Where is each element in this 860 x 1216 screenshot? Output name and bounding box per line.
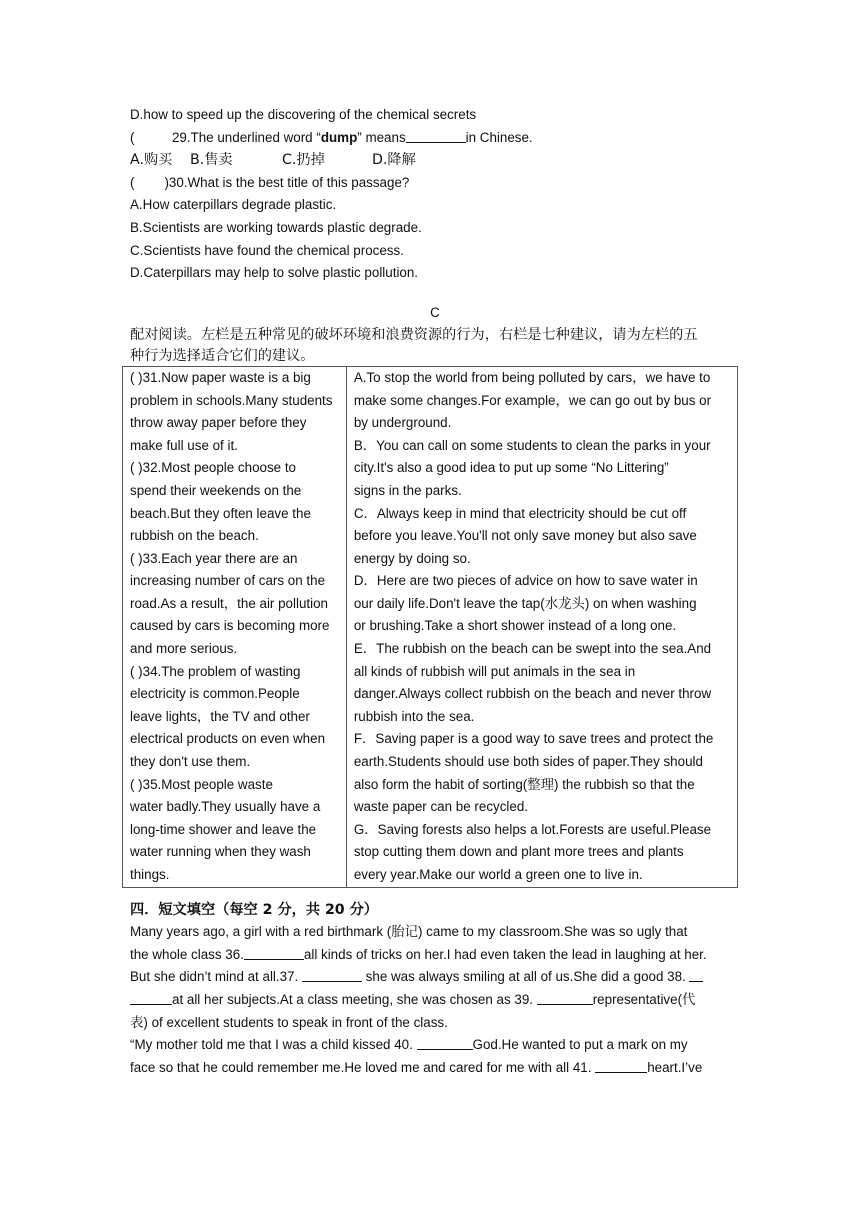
- option-b: B.售卖: [190, 152, 233, 169]
- right-line: by underground.: [353, 415, 452, 431]
- left-line: electricity is common.People: [130, 686, 300, 702]
- right-line: A.To stop the world from being polluted by cars，we have to: [353, 369, 711, 385]
- right-line: our daily life.Don't leave the tap(水龙头) on when washing: [353, 595, 697, 611]
- q30-text: )30.What is the best title of this passage?: [164, 174, 410, 190]
- section-c-instruction-2: 种行为选择适合它们的建议。: [130, 347, 315, 364]
- left-line: ( )35.Most people waste: [130, 776, 273, 792]
- option-c: C.扔掉: [282, 152, 325, 169]
- left-line: they don't use them.: [130, 754, 251, 770]
- passage-line: But she didn’t mind at all.37. she was always smiling at all of us.She did a good 38.: [130, 966, 740, 989]
- q29-text-before: 29.The underlined word “: [171, 129, 321, 145]
- question-30: [130, 172, 740, 195]
- left-line: ( )32.Most people choose to: [130, 460, 296, 476]
- left-line: increasing number of cars on the: [130, 573, 326, 589]
- blank-39[interactable]: [537, 990, 593, 1005]
- section-c-instruction-1: 配对阅读。左栏是五种常见的破坏环境和浪费资源的行为，右栏是七种建议，请为左栏的五: [130, 327, 698, 344]
- passage-line: at all her subjects.At a class meeting, she was chosen as 39. representative(代: [130, 989, 740, 1012]
- left-line: throw away paper before they: [130, 415, 307, 431]
- blank-41[interactable]: [595, 1058, 647, 1073]
- behaviors-column: [123, 366, 347, 887]
- left-line: and more serious.: [130, 641, 238, 657]
- passage-line: “My mother told me that I was a child kissed 40. God.He wanted to put a mark on my: [130, 1037, 688, 1053]
- left-line: rubbish on the beach.: [130, 528, 259, 544]
- left-line: electrical products on even when: [130, 731, 326, 747]
- right-line: make some changes.For example，we can go out by bus or: [353, 392, 712, 408]
- matching-table: [122, 366, 738, 888]
- blank-37[interactable]: [302, 967, 362, 982]
- section-4-heading: 四．短文填空（每空 2 分，共 20 分）: [130, 901, 378, 918]
- right-line: G．Saving forests also helps a lot.Forests are useful.Please: [353, 821, 712, 837]
- right-line: city.It's also a good idea to put up some “No Littering”: [353, 460, 669, 476]
- right-line: signs in the parks.: [353, 482, 462, 498]
- right-line: B．You can call on some students to clean the parks in your: [353, 437, 711, 453]
- blank-38-end[interactable]: [130, 990, 172, 1005]
- answer-paren: (: [130, 174, 135, 190]
- underlined-word: dump: [320, 129, 358, 145]
- right-line: every year.Make our world a green one to live in.: [353, 867, 643, 882]
- passage-line: Many years ago, a girl with a red birthmark (胎记) came to my classroom.She was so ugly that: [130, 924, 688, 940]
- q28-option-d: D.how to speed up the discovering of the chemical secrets: [130, 107, 477, 122]
- q29-options: [130, 149, 740, 172]
- left-line: ( )33.Each year there are an: [130, 550, 298, 566]
- right-line: rubbish into the sea.: [353, 708, 475, 724]
- q29-text-end: in Chinese.: [465, 129, 533, 145]
- suggestions-column: [346, 366, 737, 887]
- blank-40[interactable]: [417, 1035, 473, 1050]
- left-line: long-time shower and leave the: [130, 821, 317, 837]
- right-line: E．The rubbish on the beach can be swept into the sea.And: [353, 641, 712, 657]
- left-line: problem in schools.Many students: [130, 392, 333, 408]
- passage-line: 表) of excellent students to speak in front of the class.: [130, 1014, 448, 1030]
- q30-option-a: A.How caterpillars degrade plastic.: [130, 197, 337, 213]
- right-line: before you leave.You'll not only save money but also save: [353, 528, 697, 544]
- left-line: things.: [130, 867, 170, 882]
- right-line: C．Always keep in mind that electricity should be cut off: [353, 505, 687, 521]
- left-line: make full use of it.: [130, 437, 238, 453]
- blank-38-start[interactable]: [689, 967, 703, 982]
- left-line: road.As a result，the air pollution: [130, 595, 328, 611]
- left-line: water badly.They usually have a: [130, 799, 321, 815]
- document-page: [130, 104, 740, 1079]
- blank-36[interactable]: [244, 945, 304, 960]
- right-line: or brushing.Take a short shower instead of a long one.: [353, 618, 677, 634]
- right-line: all kinds of rubbish will put animals in the sea in: [353, 663, 636, 679]
- left-line: ( )34.The problem of wasting: [130, 663, 301, 679]
- answer-paren: (: [130, 129, 135, 145]
- left-line: caused by cars is becoming more: [130, 618, 330, 634]
- left-line: spend their weekends on the: [130, 482, 302, 498]
- passage-line: the whole class 36. all kinds of tricks on her.I had even taken the lead in laughing at her.: [130, 946, 707, 962]
- right-line: stop cutting them down and plant more trees and plants: [353, 844, 684, 860]
- left-line: ( )31.Now paper waste is a big: [130, 369, 311, 385]
- right-line: danger.Always collect rubbish on the beach and never throw: [353, 686, 712, 702]
- q30-option-d: D.Caterpillars may help to solve plastic pollution.: [130, 265, 419, 281]
- q29-text-after: ” means: [357, 129, 406, 145]
- section-c-heading: C: [430, 304, 440, 320]
- right-line: also form the habit of sorting(整理) the rubbish so that the: [353, 776, 695, 792]
- left-line: leave lights，the TV and other: [130, 708, 310, 724]
- q30-option-c: C.Scientists have found the chemical process.: [130, 242, 404, 258]
- answer-blank[interactable]: [406, 128, 466, 143]
- passage-line: face so that he could remember me.He loved me and cared for me with all 41. heart.I’ve: [130, 1059, 703, 1075]
- right-line: energy by doing so.: [353, 550, 471, 566]
- right-line: D．Here are two pieces of advice on how to save water in: [353, 573, 698, 589]
- question-29: [130, 127, 740, 150]
- right-line: earth.Students should use both sides of paper.They should: [353, 754, 703, 770]
- right-line: F．Saving paper is a good way to save trees and protect the: [353, 731, 714, 747]
- right-line: waste paper can be recycled.: [353, 799, 528, 815]
- q30-option-b: B.Scientists are working towards plastic degrade.: [130, 219, 422, 235]
- left-line: water running when they wash: [130, 844, 311, 860]
- option-d: D.降解: [372, 152, 416, 169]
- option-a: A.购买: [130, 152, 173, 169]
- left-line: beach.But they often leave the: [130, 505, 311, 521]
